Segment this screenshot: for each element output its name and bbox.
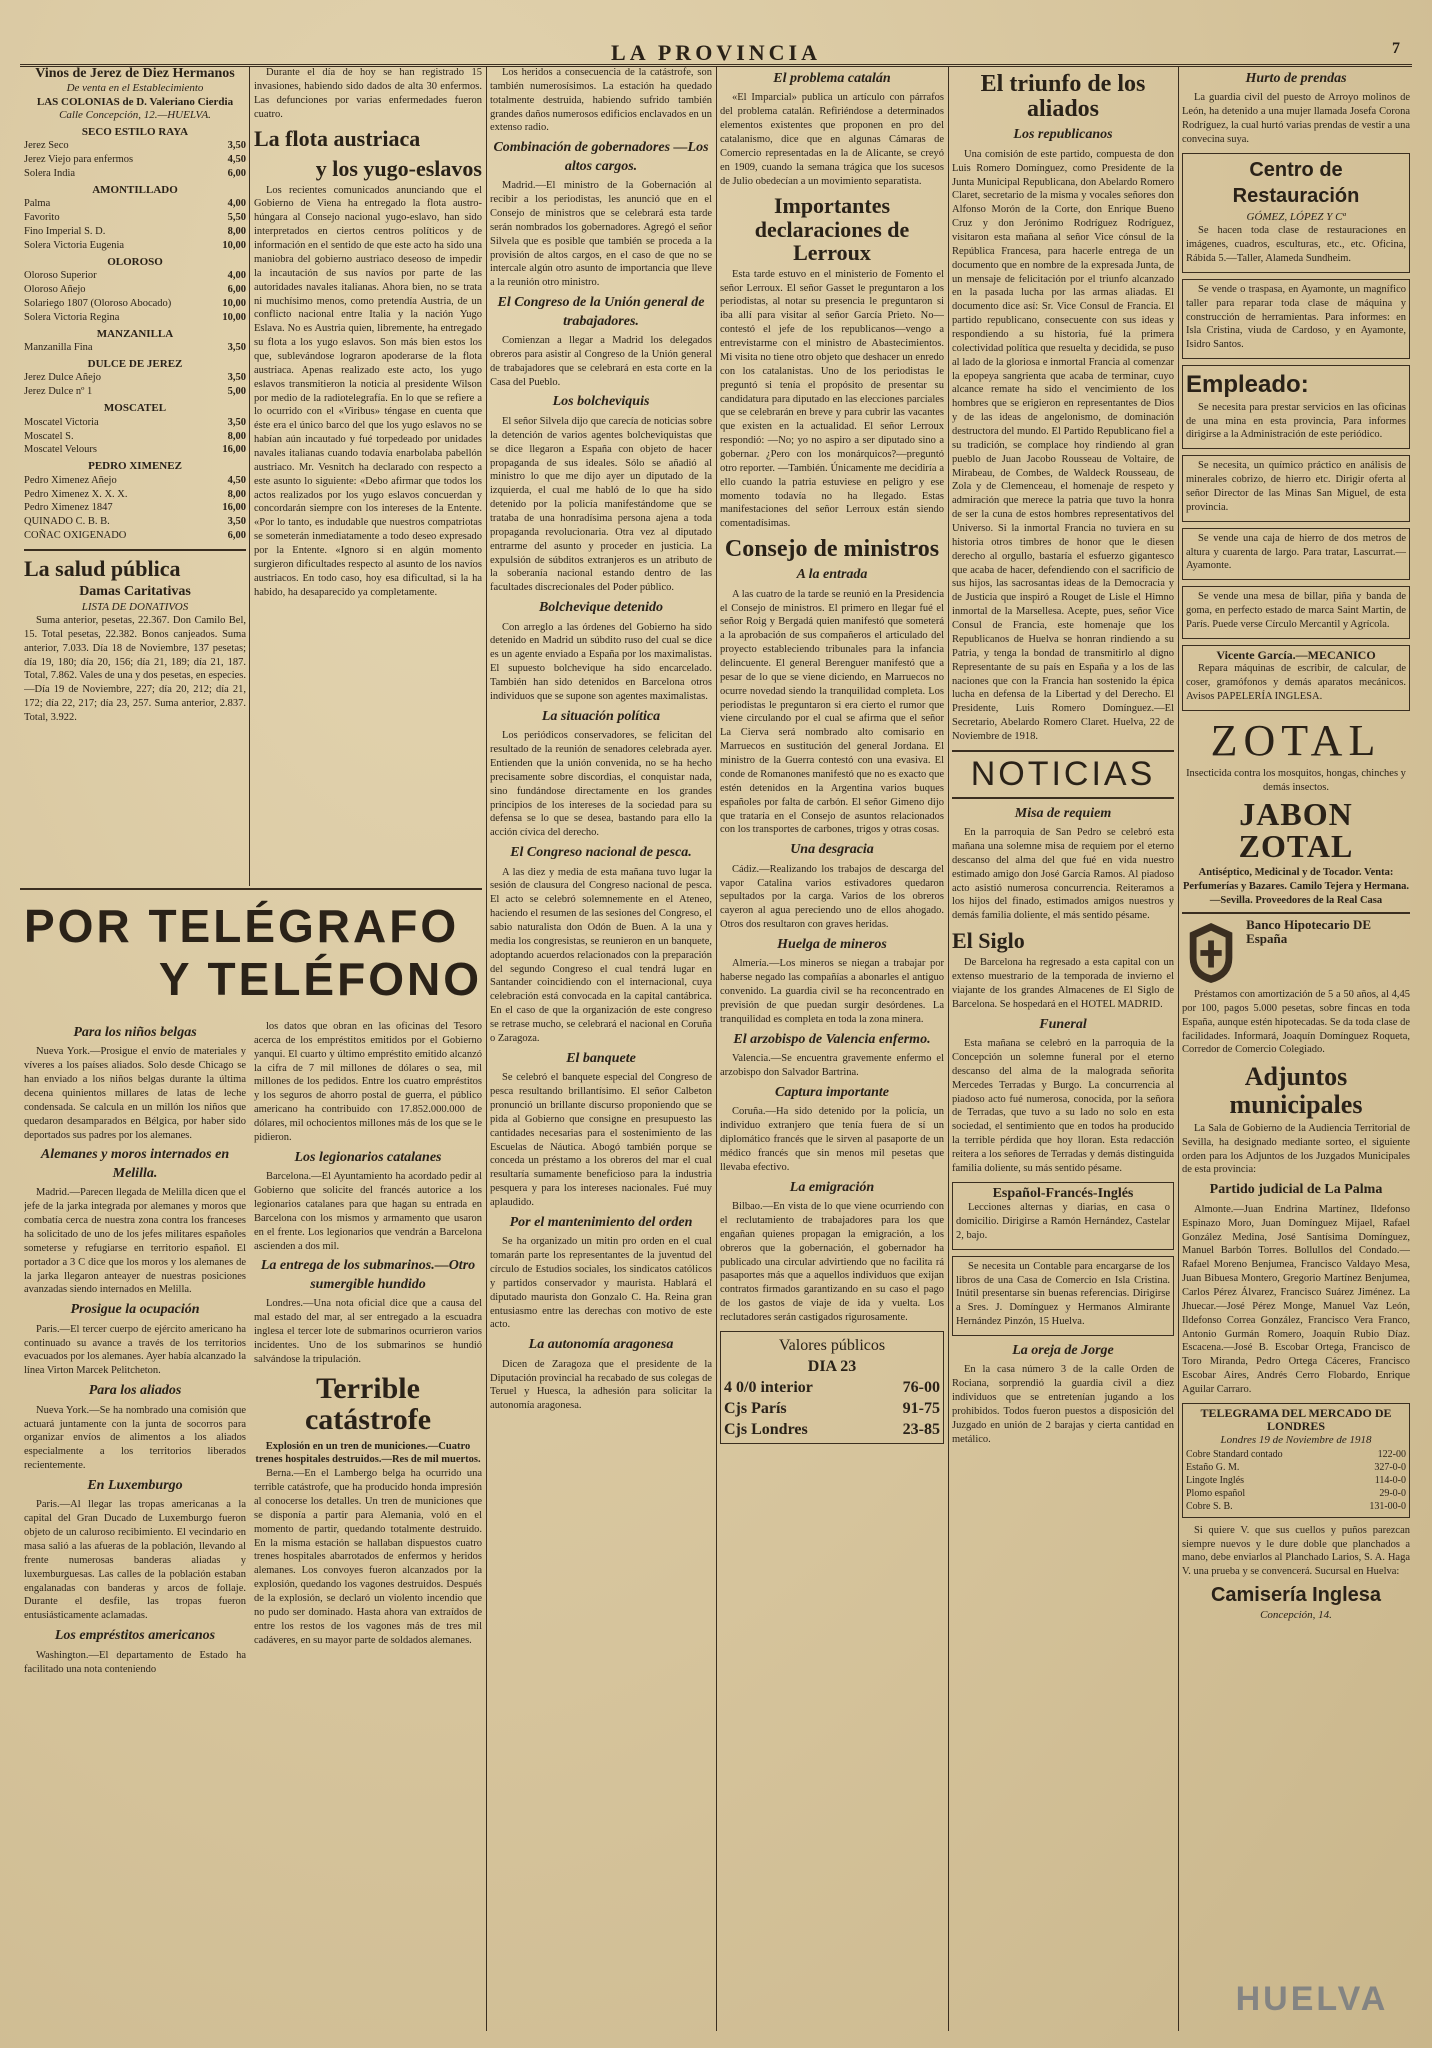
article-text: Se celebró el banquete especial del Congreso de pesca resultando brillantísimo. El señor Calbeton pronunció un brillante discurso proponiendo que se pida al Gobierno que consigne en presupuesto las cantidades necesarias para el sostenimiento de las Escuelas de Náutica. Abogó también porque se conceda un préstamo a los obreros del mar el cual resultaría sumamente beneficioso para la industria pesquera y para los intereses nacionales. Fué muy aplaudido. [490, 1072, 712, 1208]
wine-name: Solera Victoria Eugenia [24, 239, 125, 251]
ad-text: Repara máquinas de escribir, de calcular, de coser, gramófonos y demás aparatos mecánicos. Avisos PAPELERÍA INGLESA. [1186, 663, 1406, 702]
wine-item [24, 488, 246, 502]
headline: Los legionarios catalanes [294, 1149, 442, 1165]
telegrafo-line-1: POR TELÉGRAFO [24, 900, 460, 952]
masthead-title: LA PROVINCIA [611, 40, 821, 65]
ad-text: Se vende o traspasa, en Ayamonte, un magnífico taller para reparar toda clase de máquina y construcción de herramientas. Para informes: en Isla Cristina, viuda de Cardoso, y en Ayamonte, Isidro Santos. [1186, 283, 1406, 351]
article-text: Comienzan a llegar a Madrid los delegados obreros para asistir al Congreso de la Unión general de trabajadores que se celebrará en esta corte en la Casa del Pueblo. [490, 335, 712, 388]
headline: Combinación de gobernadores —Los altos cargos. [493, 140, 709, 174]
headline: Los empréstitos americanos [54, 1628, 216, 1644]
ad-box [1182, 455, 1410, 521]
masthead [20, 40, 1412, 67]
column-rule [486, 66, 487, 2031]
wine-name: Oloroso Superior [24, 270, 97, 282]
article-text: Londres.—Una nota oficial dice que a causa del mal estado del mar, al ser entregado a la escuadra inglesa el tercer lote de submarinos ocurrieron varios incidentes. Uno de los submarinos se hundió salvándose la tripulación. [254, 1298, 482, 1365]
wine-price: 8,00 [227, 430, 246, 442]
metal-price: 114-0-0 [1374, 1475, 1406, 1487]
ad-title: Español-Francés-Inglés [992, 1185, 1134, 1201]
telegrama-row [1186, 1500, 1406, 1513]
telegrama-title: TELEGRAMA DEL MERCADO DE LONDRES [1200, 1405, 1392, 1433]
wine-price: 10,00 [222, 239, 246, 251]
ad-box [1182, 279, 1410, 359]
wine-name: Favorito [24, 211, 60, 223]
siglo-title: El Siglo [952, 928, 1025, 954]
wine-name: QUINADO C. B. B. [24, 516, 110, 528]
wine-item [24, 139, 246, 153]
article-text: Berna.—En el Lambergo belga ha ocurrido una terrible catástrofe, que ha producido honda impresión al conocerse los detalles. Un tren de municiones que se disponía a partir para Alemania, voló en el momento de partir, quedando totalmente destruido. En la misma estación se hallaban dispuestos cuatro trenes hospitales abarrotados de enfermos y heridos alemanes. Los convoyes fueron alcanzados por la explosión, quedando los vagones destruidos. Después de la explosión, se declaró un violento incendio que no pudo ser dominado. Hasta ahora van extraídos de entre los restos de los vagones más de tres mil cadáveres, en su mayor parte de soldados alemanes. [254, 1468, 482, 1646]
wine-name: Jerez Viejo para enfermos [24, 153, 134, 165]
wine-item [24, 416, 246, 430]
telegrama-row [1186, 1474, 1406, 1487]
wine-category: AMONTILLADO [92, 183, 178, 196]
wine-item [24, 225, 246, 239]
wine-item [24, 501, 246, 515]
wine-price: 6,00 [227, 167, 246, 179]
headline: Los bolcheviquis [552, 394, 650, 410]
telegrafo-line-2: Y TELÉFONO [158, 952, 482, 1005]
wine-price: 16,00 [222, 444, 246, 456]
headline: En Luxemburgo [87, 1477, 183, 1493]
ad-box [952, 1256, 1174, 1336]
jabon-title: JABON ZOTAL [1238, 796, 1354, 865]
ad-text: Se necesita, un químico práctico en análisis de minerales cobrizo, de hierro etc. Dirigir oferta al señor Director de las Minas San Miguel, de esta provincia. [1186, 460, 1406, 513]
wine-item [24, 515, 246, 529]
ad-text: Se hacen toda clase de restauraciones en imágenes, cuadros, esculturas, etc., etc. Oficina, Rábida 5.—Taller, Alameda Sundheim. [1186, 225, 1406, 264]
wine-price: 6,00 [227, 530, 246, 542]
column-1 [24, 66, 246, 886]
ad-box [1182, 528, 1410, 581]
article-text: Madrid.—El ministro de la Gobernación al recibir a los periodistas, les anunció que en el Consejo de ministros que se celebrará esta tarde serán nombrados los gobernadores. Agregó el señor Silvela que es posible que también se proceda a la provisión de altos cargos, en el caso de que no se intercale algún otro asunto de importancia que lleve a la reunión otro ministro. [490, 180, 712, 289]
headline: Misa de requiem [1014, 805, 1112, 821]
telegrama-list [1186, 1448, 1406, 1514]
ad-text: Se necesita para prestar servicios en las oficinas de una mina en esta provincia, Para informes dirigirse a la Administración de este periódico. [1186, 401, 1406, 441]
valores-date: DIA 23 [807, 1358, 857, 1376]
wine-category: SECO ESTILO RAYA [81, 125, 189, 138]
wine-item [24, 197, 246, 211]
headline: La emigración [789, 1179, 875, 1195]
wine-price: 4,50 [227, 474, 246, 486]
telegrama-row [1186, 1448, 1406, 1461]
valores-box [720, 1331, 944, 1445]
article-text: Una comisión de este partido, compuesta de don Luis Romero Domínguez, como Presidente de la Junta Municipal Republicana, don Abelardo Romero Claret, secretario de la misma y vocales señores don Alfonso Morón de la Corte, don Enrique Bueno Cruz y don Jerónimo Rodríguez Rodríguez, visitaron esta mañana al señor Vice cónsul de la República Francesa, para hacerle entrega de un documento que en nombre de la expresada Junta, de un mensaje de felicitación por el triunfo alcanzado en la pasada lucha por las armas aliadas. El documento dice así: Sr. Vice Consul de Francia. El partido republicano, consecuente con sus ideas y respondiendo a su historia, fué la primera colectividad política que resuelta y decidida, se puso al lado de la gloriosa e inmortal Francia al comenzar la epopeya sangrienta que acaba de terminar, cuyo alcance remate ha sido el vencimiento de los hombres que se erigieron en representantes de Dios y de las ideas de angelonismo, de dominación destructora del mundo. El Partido Republicano fiel a su tradición, se complace hoy rindiendo al gran pueblo de Juan Jacobo Rousseau de Voltaire, de Mirabeau, de Combes, de Waldeck Rousseau, de Zola y de Clemenceau, el homenaje de respeto y admiración que merece la patria que tuvo la honra de ser la cuna de estos hombres representativos del Universo. Si la inmortal Francia no tuviera en su historia otros timbres de honor que le diesen derecho al orgullo, bastaría el esfuerzo gigantesco que acaba de hacer, defendiendo con el sacrificio de sus hijos, las sacrosantas ideas de la Democracia y de Justicia que inspiró a Rouget de Lisle el Himno inmortal de la Marsellesa. Acepte, pues, señor Vice Consul de Francia, este homenaje que los Republicanos de Huelva se honran rindiendo a su Patria, y tenga la bondad de transmitirlo al digno Representante de su país en España y a los de las naciones que con la Francia han sostenido la épica lucha en defensa de la Libertad y del Derecho. El Presidente, Luis Romero Domínguez.—El Secretario, Abelardo Romero Claret. Huelva, 22 de Noviembre de 1918. [952, 148, 1174, 742]
wine-price: 3,50 [227, 342, 246, 354]
headline: Funeral [1039, 1016, 1087, 1032]
wine-item [24, 153, 246, 167]
catastrofe-subtitle: Explosión en un tren de municiones.—Cuatro trenes hospitales destruidos.—Res de mil muertos. [255, 1440, 481, 1466]
headline: La autonomía aragonesa [528, 1337, 674, 1353]
jabon-text: Antiséptico, Medicinal y de Tocador. Venta: Perfumerías y Bazares. Camilo Tejera y Hermana.—Sevilla. Proveedores de la Real Casa [1182, 867, 1410, 907]
headline: Alemanes y moros internados en Melilla. [40, 1147, 230, 1181]
article-text: Cádiz.—Realizando los trabajos de descarga del vapor Catalina varios estivadores quedaron sepultados por la carga. Varios de los obreros cayeron al agua pereciendo uno de ellos ahogado. Otros dos resultaron con graves heridas. [720, 863, 944, 931]
valor-row [724, 1377, 940, 1398]
article-text: Almonte.—Juan Endrina Martínez, Ildefonso Espinazo Moro, Juan Domínguez Mijael, Rafael González Medina, José Santísima Domínguez, Manuel Barbón Torres. Bollullos del Condado.—Rafael Moreno Benjumea, Francisco Valdayo Mesa, Juan Bibuesa Montero, Gregorio Martínez Benjumea, Carlos Pérez Álvarez, Francisco Suárez Jiménez. La Jhuecar.—José Pérez Monge, Manuel Vaz León, Ildefonso Correa González, Francisco Vera Franco, Antonio Gurmán Romero, Joaquín Rubio Díaz. Escacena.—José B. Escobar Ortega, Francisco de Toro Miranda, Pedro Ortega Cáceres, Francisco Escobar Aires, Andrés Cerro Flobardo, Enrique Aguilar Carraro. [1182, 1203, 1410, 1395]
adjuntos-title: Adjuntos municipales [1229, 1062, 1363, 1119]
wine-price: 10,00 [222, 311, 246, 323]
headline: El banquete [566, 1050, 636, 1066]
headline: Partido judicial de La Palma [1209, 1182, 1383, 1198]
valor-name: Cjs París [724, 1400, 787, 1418]
wine-item [24, 430, 246, 444]
article-text: Esta mañana se celebró en la parroquia de la Concepción un solemne funeral por el eterno descanso del alma de la malograda señorita Mercedes Terradas y Burgo. La concurrencia al piadoso acto fué numerosa, conocida, por la señora de Terradas, que tuvo a su lado no solo en esta sociedad, el sentimiento que en todos ha producido la terrible pérdida que hoy lloran. Esta redacción reitera a los señores de Terradas y demás distinguida familia doliente, su más sentido pésame. [952, 1038, 1174, 1174]
wine-name: Solariego 1807 (Oloroso Abocado) [24, 297, 172, 309]
wine-price: 4,50 [227, 153, 246, 165]
wine-name: Moscatel Victoria [24, 416, 99, 428]
headline: Huelga de mineros [777, 936, 887, 952]
wine-price: 4,00 [227, 198, 246, 210]
wine-price: 4,00 [227, 270, 246, 282]
wine-item [24, 269, 246, 283]
wine-price: 16,00 [222, 502, 246, 514]
headline: El problema catalán [773, 71, 891, 86]
headline: El Congreso de la Unión general de trabajadores. [497, 295, 705, 329]
headline: Una desgracia [790, 842, 874, 858]
metal-name: Cobre Standard contado [1186, 1448, 1283, 1460]
wine-price: 8,00 [227, 488, 246, 500]
wine-name: Solera Victoria Regina [24, 311, 120, 323]
wine-category: OLOROSO [107, 255, 163, 268]
column-rule [249, 66, 250, 886]
intro-text: Durante el día de hoy se han registrado 15 invasiones, habiendo sido dados de alta 30 enfermos. Las defunciones por varias enfermedades fueron cuatro. [254, 67, 482, 120]
flota-body: Los recientes comunicados anunciando que el Gobierno de Viena ha entregado la flota austro-húngara al Consejo nacional yugo-eslavo, han sido interpretados en ciertos centros políticos y de información en el sentido de que este acto ha sido una maniobra del gobierno austriaco deseoso de impedir la incautación de sus navíos por parte de las autoridades navales italianas. Ahora bien, no se trata ni muchísimo menos, como pretendía Austria, de un conflicto nacional entre Italia y la nación Yugo Eslava. No es Austria quien, libremente, ha entregado su flota a los yugo eslavos. Son más bien estos los que, sublevándose lograron apoderarse de la flota austriaca. Apenas realizado este acto, los yugo eslavos transmitieron la noticia al presidente Wilson por medio de la radiotelegrafía. En lo que se refiere a lo ocurrido con el «Viribus» téngase en cuenta que éste era el único barco del que los yugo eslavos no se habían aún incautado y fué torpedeado por unidades navales italianas cuando todavía enarbolaba pabellón austriaco. Mr. Vesnitch ha declarado con respecto a este asunto lo siguiente: «Debo afirmar que todos los actos realizados por los yugo eslavos concuerdan y concordarán siempre con los intereses de la Entente. «Por lo tanto, es indudable que nuestros compatriotas se someterán inmediatamente a todo deseo expresado por la Entente. «Ignoro si en algún momento surgieron dificultades respecto al asunto de los navíos austriacos. En todo caso, hoy esa dificultad, si la ha habido, ha desaparecido ya completamente. [254, 184, 482, 598]
metal-price: 131-00-0 [1369, 1501, 1406, 1513]
telegrama-row [1186, 1487, 1406, 1500]
article-text: La Sala de Gobierno de la Audiencia Territorial de Sevilla, ha designado mediante sorteo, el siguiente orden para los Adjuntos de los Juzgados Municipales de esta provincia: [1182, 1122, 1410, 1176]
wine-name: Pedro Ximenez X. X. X. [24, 488, 128, 500]
ad-box [952, 1182, 1174, 1250]
metal-name: Plomo español [1186, 1488, 1246, 1500]
metal-price: 122-00 [1377, 1448, 1406, 1460]
valor-name: Cjs Londres [724, 1421, 808, 1439]
valores-list [724, 1377, 940, 1440]
headline: Para los niños belgas [73, 1025, 197, 1040]
ad-title: Empleado: [1186, 371, 1309, 399]
catastrofe-title: Terrible catástrofe [304, 1371, 432, 1437]
ad-box [1182, 153, 1410, 273]
article-text: La guardia civil del puesto de Arroyo molinos de León, ha detenido a una mujer llamada Josefa Corona Rodríguez, la cual hurtó varias prendas de vestir a una convecina suya. [1182, 92, 1410, 146]
wine-ad-sub: De venta en el Establecimiento [66, 82, 204, 95]
wine-price: 10,00 [222, 297, 246, 309]
headline: Los republicanos [1013, 127, 1113, 143]
article-text: A las diez y media de esta mañana tuvo lugar la sesión de clausura del Congreso nacional de pesca. El acto se celebró solemnemente en el Ateneo, haciendo el resumen de las sesiones del Congreso, el sabio naturalista don Odón de Buen. A la una y media los congresistas, se reunieron en un banquete, adoptando acuerdos relacionados con la preparación del segundo Congreso el cual tendrá lugar en Santander coincidiendo con el internacional, cuya celebración está convocada en la capital cantábrica. En el caso de que la organización de este congreso se retrase mucho, se celebrará el nacional en Coruña o Zaragoza. [490, 866, 712, 1044]
ad-text: Se necesita un Contable para encargarse de los libros de una Casa de Comercio en Isla Cristina. Inútil presentarse sin buenas referencias. Dirigirse a Sres. J. Domínguez y Hermanos Almirante Hernández Pinzón, 15 Huelva. [956, 1260, 1170, 1328]
valor-row [724, 1419, 940, 1440]
article-text: Paris.—El tercer cuerpo de ejército americano ha continuado su avance a través de los territorios evacuados por los alemanes. Ayer había alcanzado la línea Virton Marcek Pelitcheton. [24, 1323, 246, 1377]
wine-price: 8,00 [227, 225, 246, 237]
wine-item [24, 211, 246, 225]
wine-item [24, 474, 246, 488]
article-text: Con arreglo a las órdenes del Gobierno ha sido detenido en Madrid un súbdito ruso del cual se dice es un agente enviado a España por los maximalistas. El supuesto bolchevique ha sido encarcelado. También han sido detenidos en Barcelona otros individuos que se supone son agentes maximalistas. [490, 621, 712, 702]
wine-price: 3,50 [227, 140, 246, 152]
ad-box [1182, 586, 1410, 639]
wine-name: COÑAC OXIGENADO [24, 530, 127, 542]
headline: El arzobispo de Valencia enfermo. [733, 1031, 931, 1047]
zotal-text: Insecticida contra los mosquitos, hongas, chinches y demás insectos. [1186, 767, 1406, 793]
column-rule [716, 66, 717, 2031]
article-text: Nueva York.—Se ha nombrado una comisión que actuará juntamente con la junta de socorros para organizar envíos de alimentos a los aliados especialmente a los territorios liberados recientemente. [24, 1404, 246, 1472]
column-6 [1182, 66, 1410, 2031]
metal-name: Cobre S. B. [1186, 1501, 1233, 1513]
wine-ad-title: Vinos de Jerez de Diez Hermanos [35, 66, 235, 81]
article-text: Dicen de Zaragoza que el presidente de la Diputación provincial ha recabado de sus colegas de Teruel y Huesca, la adhesión para solicitar la autonomía aragonesa. [490, 1358, 712, 1412]
consejo-title: Consejo de ministros [724, 536, 940, 563]
telegrama-row [1186, 1461, 1406, 1474]
wine-item [24, 297, 246, 311]
headline: La oreja de Jorge [1012, 1343, 1114, 1359]
article-text: Madrid.—Parecen llegada de Melilla dicen que el jefe de la jarka integrada por alemanes y moros que combatía cerca de nuestra zona contra los franceses ha solicitado de uno de los jefes militares españoles someterse y refugiarse en territorio español. El portador a 3 C dice que los moros y los alemanes de la jarka llegaron anteayer de nuestras posiciones avanzadas siendo internados en Melilla. [24, 1187, 246, 1296]
wine-name: Manzanilla Fina [24, 342, 93, 354]
headline: Para los aliados [88, 1383, 182, 1399]
valores-title: Valores públicos [778, 1336, 886, 1354]
wine-name: Fino Imperial S. D. [24, 225, 106, 237]
divider [20, 888, 482, 890]
wine-item [24, 385, 246, 399]
article-text: Los heridos a consecuencia de la catástrofe, son también numerosísimos. La estación ha quedado totalmente destruida, habiendo sufrido también grandes daños numerosos edificios enclavados en un extenso radio. [490, 67, 712, 134]
wine-name: Moscatel S. [24, 430, 74, 442]
flota-title-1: La flota austriaca [254, 126, 421, 152]
camiseria-title: Camisería Inglesa [1210, 1584, 1382, 1607]
article-text: Paris.—Al llegar las tropas americanas a la capital del Gran Ducado de Luxemburgo fueron objeto de un caluroso recibimiento. El vecindario en masa salió a las afueras de la población, llevando al frente numerosas banderas aliadas y luxemburguesas. Las calles de la población estaban engalanadas con banderas y arcos de follaje. Durante el desfile, las tropas fueron entusiásticamente aclamadas. [24, 1499, 246, 1622]
lerroux-title: Importantes declaraciones de Lerroux [754, 193, 910, 265]
wine-category: MANZANILLA [96, 327, 174, 340]
ad-text: Se vende una mesa de billar, piña y banda de goma, en perfecto estado de marca Saint Martin, de París. Puede verse Círculo Mercantil y Agrícola. [1186, 591, 1406, 631]
metal-name: Lingote Inglés [1186, 1475, 1245, 1487]
column-rule [948, 66, 949, 2031]
article-text: Washington.—El departamento de Estado ha facilitado una nota conteniendo [24, 1649, 246, 1675]
headline: Prosigue la ocupación [70, 1302, 200, 1318]
column-4 [720, 66, 944, 2031]
wine-name: Jerez Seco [24, 140, 69, 152]
wine-ad-store: LAS COLONIAS de D. Valeriano Cierdia [36, 95, 234, 108]
wine-category: DULCE DE JEREZ [87, 357, 183, 370]
wine-price: 5,50 [227, 211, 246, 223]
telegrafo-header [24, 900, 482, 1015]
wine-price: 3,50 [227, 372, 246, 384]
wine-item [24, 167, 246, 181]
article-text: Nueva York.—Prosigue el envío de materiales y víveres a los países aliados. Solo desde Chicago se han enviado a los niños belgas durante la última decena quinientos millares de latas de leche condensada. Se calcula en un millón los niños que quedaron desamparados en Bélgica, por haber sido deportados sus padres por los alemanes. [24, 1046, 246, 1141]
wine-item [24, 311, 246, 325]
column-rule [1178, 66, 1179, 2031]
headline: Bolchevique detenido [538, 600, 664, 616]
banco-text: Préstamos con amortización de 5 a 50 años, al 4,45 por 100, pagos 5.000 pesetas, sobre fincas en toda España, aunque estén hipotecadas. Se da toda clase de facilidades. Informará, Joaquín Domínguez Roqueta, Corredor de Comercio Colegiado. [1182, 988, 1410, 1056]
headline: Por el mantenimiento del orden [509, 1214, 693, 1230]
article-text: Valencia.—Se encuentra gravemente enfermo el arzobispo don Salvador Bartrina. [720, 1053, 944, 1079]
article-text: los datos que obran en las oficinas del Tesoro acerca de los empréstitos emitidos por el Gobierno yanqui. El cuarto y último empréstito emitido alcanzó la cifra de 7 mil millones de dólares o sea, mil millones de los pedidos. Entre los cuatro empréstitos y los seguros de ahorro postal de guerra, el público americano ha contribuido con 17.852.000.000 de dólares, mil ochocientos millones más de los que se le pidieron. [254, 1021, 482, 1143]
article-text: Almería.—Los mineros se niegan a trabajar por haberse negado las compañías a abonarles el antiguo convenido. La guardia civil se ha reconcentrado en previsión de que puedan surgir desórdenes. La tranquilidad es completa en toda la zona minera. [720, 958, 944, 1025]
stamp-text: HUELVA [1235, 1980, 1389, 2018]
noticias-header: NOTICIAS [952, 750, 1174, 799]
article-text: Barcelona.—El Ayuntamiento ha acordado pedir al Gobierno que solicite del francés autorice a los legionarios catalanes para que hagan su entrada en Barcelona con los mismos y armamento que usaron en el frente. Los legionarios que vendrán a Barcelona ascienden a dos mil. [254, 1171, 482, 1252]
valor-price: 76-00 [902, 1379, 940, 1397]
coat-of-arms-icon [1182, 918, 1240, 988]
headline: A la entrada [796, 567, 868, 583]
wine-name: Jerez Dulce nº 1 [24, 386, 93, 398]
flota-title-2: y los yugo-eslavos [315, 155, 482, 181]
library-stamp [1222, 1980, 1402, 2040]
telegrama-box [1182, 1403, 1410, 1518]
headline: Hurto de prendas [1245, 71, 1347, 86]
metal-price: 29-0-0 [1379, 1488, 1406, 1500]
metal-name: Estaño G. M. [1186, 1461, 1240, 1473]
ad-title: Centro de Restauración [1232, 158, 1360, 208]
wine-item [24, 529, 246, 543]
valor-price: 91-75 [902, 1400, 940, 1418]
wine-name: Jerez Dulce Añejo [24, 372, 101, 384]
article-text: Los periódicos conservadores, se felicitan del resultado de la reunión de senadores celebrada ayer. Entienden que la unión convenida, no se ha hecho precisamente sobre discordias, el conquistar nada, sino fundándose directamente en los grandes principios de los intereses de la sociedad para su defensa se lo que se desea, bastando para ello la acción cívica del derecho. [490, 730, 712, 839]
wine-item [24, 341, 246, 355]
wine-category: PEDRO XIMENEZ [88, 460, 182, 473]
article-text: En la casa número 3 de la calle Orden de Rociana, sorprendió la guardia civil a diez individuos que se entretenían jugando a los prohibidos. Todos fueron puestos a disposición del Juzgado en unión de 2 barajas y cierta cantidad en metálico. [952, 1364, 1174, 1445]
headline: La situación política [541, 708, 661, 724]
wine-price: 6,00 [227, 283, 246, 295]
metal-price: 327-0-0 [1374, 1461, 1406, 1473]
article-text: «El Imparcial» publica un artículo con párrafos del problema catalán. Refiriéndose a determinados elementos existentes que proponen en pro del catalanismo, dice que en algunas Cámaras de Comercio representadas en la de Alicante, se creyó en 1909, cuando la semana trágica que los sucesos de Julio obedecían a un movimiento separatista. [720, 92, 944, 187]
wine-item [24, 443, 246, 457]
wine-category: MOSCATEL [103, 402, 167, 415]
headline: Captura importante [775, 1084, 889, 1100]
wine-price: 3,50 [227, 416, 246, 428]
column-3 [490, 66, 712, 2031]
headline: El Congreso nacional de pesca. [510, 845, 692, 861]
banco-ad [1182, 918, 1410, 988]
article-text: El señor Silvela dijo que carecía de noticias sobre la detención de varios agentes bolcheviquistas que se dice llegaron a España con objeto de hacer propaganda de sus ideales. Sólo se añadió al ministro lo que me dijo ayer un diputado de la izquierda, el cual me habló de lo que ha sido detenido por la policía manifestándome que se trataba de una honradísima persona ajena a toda propaganda revolucionaria. Otra vez al diputado entrarme del asunto y proceder en justicia. La expulsión de súbditos extranjeros es un atributo de la soberanía nacional estando dentro de las facultades discrecionales del Poder público. [490, 415, 712, 594]
telegraph-column-1 [24, 1020, 246, 2030]
wine-item [24, 239, 246, 253]
salud-title: La salud pública [24, 556, 181, 582]
ad-box [1182, 645, 1410, 711]
ad-text: Se vende una caja de hierro de dos metros de altura y cuarenta de largo. Para tratar, Lascurrat.—Ayamonte. [1186, 532, 1406, 572]
camiseria-text: Si quiere V. que sus cuellos y puños parezcan siempre nuevos y le dure doble que planchados a mano, debe enviarlos al Planchado Larios, S. A. Haga V. una prueba y se convencerá. Sucursal en Huelva: [1182, 1524, 1410, 1578]
headline: La entrega de los submarinos.—Otro sumergible hundido [260, 1258, 476, 1292]
wine-price-list [24, 125, 246, 544]
wine-name: Solera India [24, 167, 76, 179]
column-2 [254, 66, 482, 886]
camiseria-address: Concepción, 14. [1260, 1609, 1332, 1622]
wine-name: Pedro Ximenez 1847 [24, 502, 113, 514]
damas-text: Suma anterior, pesetas, 22.367. Don Camilo Bel, 15. Total pesetas, 22.382. Bonos canjeados. Suma anterior, 7.033. Día 18 de Noviembre, 137 pesetas; día 19, 180; día 20, 156; día 21, 189; día 21, 187. Total, 7.862. Vales de una y dos pesetas, en especies.—Día 19 de Noviembre, 227; día 20, 212; día 21, 172; día 22, 217; día 23, 257. Suma anterior, 2.837. Total, 3.922. [24, 615, 246, 724]
page-number: 7 [1392, 40, 1404, 57]
valor-price: 23-85 [902, 1421, 940, 1439]
banco-title: Banco Hipotecario DE España [1246, 916, 1372, 947]
damas-title: Damas Caritativas [79, 584, 191, 600]
article-text: En la parroquia de San Pedro se celebró esta mañana una solemne misa de requiem por el eterno descanso del alma del que fué en vida nuestro estimado amigo don José García Ramos. Al piadoso acto asistió numerosa concurrencia. Reiteramos a los hijos del finado, estimados amigos nuestros y demás familia doliente, el más sentido pésame. [952, 827, 1174, 922]
wine-ad-address: Calle Concepción, 12.—HUELVA. [59, 109, 211, 121]
telegrama-date: Londres 19 de Noviembre de 1918 [1220, 1434, 1372, 1447]
wine-name: Pedro Ximenez Añejo [24, 474, 117, 486]
ad-title: Vicente García.—MECANICO [1216, 647, 1376, 662]
wine-name: Palma [24, 198, 51, 210]
valor-row [724, 1398, 940, 1419]
article-text: Se ha organizado un mitin pro orden en el cual tomarán parte los representantes de la juventud del círculo de Estudios sociales, los sindicatos católicos y partidos conservador y maurista. Hablará el diputado maurista don Gonzalo C. Ha. Reina gran entusiasmo entre las derechas con motivo de este acto. [490, 1236, 712, 1331]
ad-box [1182, 365, 1410, 449]
valor-name: 4 0/0 interior [724, 1379, 813, 1397]
wine-price: 3,50 [227, 516, 246, 528]
article-text: A las cuatro de la tarde se reunió en la Presidencia el Consejo de ministros. El primero en llegar fué el señor Roig y Bergadá quien manifestó que someterá a la aprobación de sus compañeros el articulado del proyecto estableciendo tribunales para la infancia delincuente. El general Berenguer manifestó que a pesar de lo que se viene diciendo, en Marruecos no ocurre novedad siendo la tranquilidad completa. Los periodistas le preguntaron si era cierto el rumor que viene circulando por el cual se afirma que el señor La Cierva será nombrado alto comisario en Marruecos en sustitución del general Jordana. El ministro de la Guerra contestó con una evasiva. El conde de Romanones manifestó que no es exacto que estén detenidos en la Argentina varios buques españoles por falta de carbón. El señor Gimeno dijo que trataría en el Consejo de asuntos relacionados con los transportes de carbones, trigos y otras cosas. [720, 588, 944, 836]
damas-subtitle: LISTA DE DONATIVOS [81, 600, 189, 613]
zotal-title: ZOTAL [1210, 715, 1382, 765]
ad-text: Lecciones alternas y diarias, en casa o domicilio. Dirigirse a Ramón Hernández, Castelar 2, bajo. [956, 1202, 1170, 1241]
wine-name: Moscatel Velours [24, 444, 98, 456]
wine-item [24, 283, 246, 297]
ad-subtitle: GÓMEZ, LÓPEZ Y Cª [1246, 210, 1346, 223]
article-text: Bilbao.—En vista de lo que viene ocurriendo con el reclutamiento de trabajadores para los que engañan quienes propagan la emigración, a los obreros que la gobernación, el gobernador ha publicado una circular advirtiendo que no facilita rá pasaportes más que a aquellos individuos que exijan contratos firmados garantizando en su caso el pago de los gastos de viaje de ida y vuelta. Los reclutadores serán castigados rigurosamente. [720, 1201, 944, 1324]
article-text: Esta tarde estuvo en el ministerio de Fomento el señor Lerroux. El señor Gasset le preguntaron a los periodistas, al notar su presencia le preguntaron si iba allí para visitar al señor García Prieto. No—contestó el jefe de los republicanos—vengo a entrevistarme con el ministro de Abastecimientos. Mi visita no tiene otro objeto que deshacer un enredo con los catalanistas. Uno de los periodistas le preguntó si tenía el propósito de presentar su candidatura para diputado en las elecciones parciales que se celebrarán en breve y para cubrir las vacantes que existen en la actualidad. El señor Lerroux respondió: —No; yo no aspiro a ser diputado sino a gobernar. ¿Pero con los monárquicos?—preguntó otro reporter. —También. Únicamente me decidiría a ello cuando la patria estuviese en peligro y ese momento todavía no ha llegado. Estas manifestaciones del señor Lerroux están siendo comentadísimas. [720, 268, 944, 530]
column-5 [952, 66, 1174, 2031]
wine-name: Oloroso Añejo [24, 283, 86, 295]
wine-item [24, 371, 246, 385]
triunfo-title: El triunfo de los aliados [980, 71, 1146, 123]
wine-price: 5,00 [227, 386, 246, 398]
article-text: Coruña.—Ha sido detenido por la policía, un individuo extranjero que tenía fuera de sí un diplomático francés que le sirven al pasaporte de un médico francés que sin menos mil pesetas que llevaba efectivo. [720, 1106, 944, 1173]
telegraph-column-2 [254, 1020, 482, 2030]
article-text: De Barcelona ha regresado a esta capital con un extenso muestrario de la temporada de invierno el viajante de los grandes Almacenes de El Siglo de Barcelona. Se hospedará en el HOTEL MADRID. [952, 957, 1174, 1010]
